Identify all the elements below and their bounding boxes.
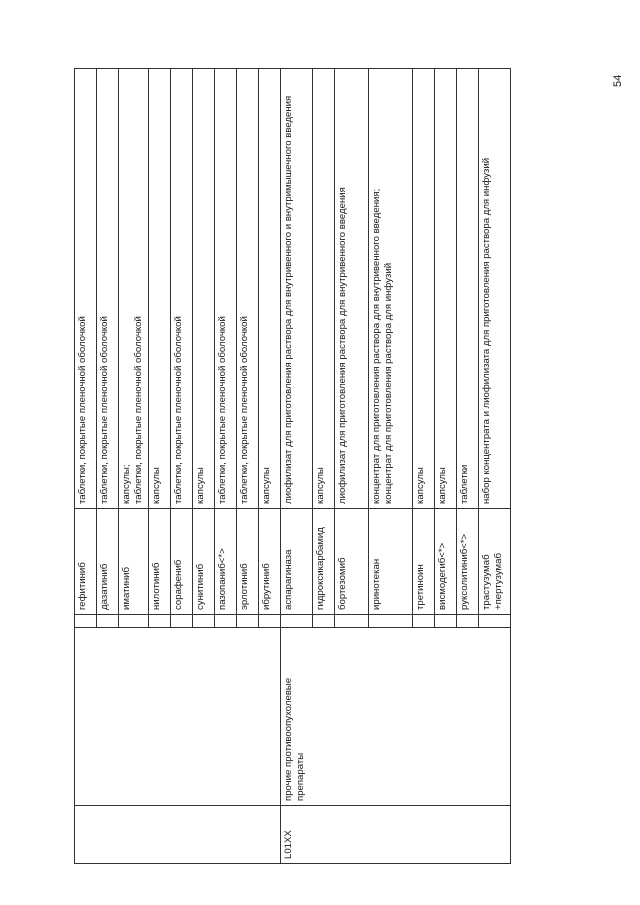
dosage-form-cell xyxy=(237,69,259,509)
drug-name-cell: эрлотиниб xyxy=(237,509,259,615)
spacer-cell xyxy=(369,615,413,628)
dosage-form-line: капсулы xyxy=(195,467,206,504)
spacer-cell xyxy=(215,615,237,628)
dosage-form-line: таблетки, покрытые пленочной оболочкой xyxy=(239,316,250,504)
dosage-form-line: капсулы xyxy=(261,467,272,504)
drug-name-cell: висмодегиб<*> xyxy=(435,509,457,615)
dosage-form-line: лиофилизат для приготовления раствора для внутривенного и внутримышечного введения xyxy=(283,95,294,504)
drug-name-cell: аспарагиназа xyxy=(281,509,313,615)
dosage-form-cell xyxy=(369,69,413,509)
dosage-form-line: концентрат для приготовления раствора для внутривенного введения; xyxy=(371,188,382,504)
dosage-form-cell xyxy=(215,69,237,509)
table-row xyxy=(75,69,97,864)
dosage-form-cell xyxy=(171,69,193,509)
dosage-form-line: капсулы; xyxy=(121,464,132,504)
spacer-cell xyxy=(149,615,171,628)
spacer-cell xyxy=(193,615,215,628)
drug-name-cell: ибрутиниб xyxy=(259,509,281,615)
dosage-form-line: набор концентрата и лиофилизата для приготовления раствора для инфузий xyxy=(481,157,492,504)
drug-name-cell: сунитиниб xyxy=(193,509,215,615)
atc-code-cell: L01XX xyxy=(281,806,511,864)
spacer-cell xyxy=(281,615,313,628)
dosage-form-cell xyxy=(75,69,97,509)
atc-code-cell-empty xyxy=(75,806,281,864)
group-name-cell-empty xyxy=(75,628,281,806)
spacer-cell xyxy=(237,615,259,628)
dosage-form-line: таблетки, покрытые пленочной оболочкой xyxy=(99,316,110,504)
dosage-form-cell xyxy=(457,69,479,509)
drug-name-cell: руксолитиниб<*> xyxy=(457,509,479,615)
drug-name-cell: бортезомиб xyxy=(335,509,369,615)
drug-name-cell: нилотиниб xyxy=(149,509,171,615)
dosage-form-cell xyxy=(479,69,511,509)
drug-name-cell: третиноин xyxy=(413,509,435,615)
spacer-cell xyxy=(413,615,435,628)
dosage-form-cell xyxy=(313,69,335,509)
dosage-form-cell xyxy=(119,69,149,509)
drug-name-cell: иринотекан xyxy=(369,509,413,615)
dosage-form-cell xyxy=(413,69,435,509)
dosage-form-cell xyxy=(335,69,369,509)
spacer-cell xyxy=(259,615,281,628)
dosage-form-line: капсулы xyxy=(437,467,448,504)
spacer-cell xyxy=(479,615,511,628)
dosage-form-line: таблетки xyxy=(459,464,470,504)
dosage-form-cell xyxy=(97,69,119,509)
dosage-form-line: капсулы xyxy=(315,467,326,504)
spacer-cell xyxy=(335,615,369,628)
drug-name-cell: пазопаниб<*> xyxy=(215,509,237,615)
medication-table xyxy=(74,68,511,864)
spacer-cell xyxy=(313,615,335,628)
dosage-form-line: концентрат для приготовления раствора для инфузий xyxy=(382,262,394,504)
dosage-form-cell xyxy=(193,69,215,509)
spacer-cell xyxy=(75,615,97,628)
table-row xyxy=(281,69,313,864)
drug-name-cell: гефитиниб xyxy=(75,509,97,615)
spacer-cell xyxy=(97,615,119,628)
medication-table-body xyxy=(75,69,511,864)
drug-name-cell: иматиниб xyxy=(119,509,149,615)
dosage-form-cell xyxy=(281,69,313,509)
dosage-form-cell xyxy=(259,69,281,509)
dosage-form-line: капсулы xyxy=(151,467,162,504)
spacer-cell xyxy=(435,615,457,628)
dosage-form-line: таблетки, покрытые пленочной оболочкой xyxy=(132,316,144,504)
drug-name-cell: трастузумаб +пертузумаб xyxy=(479,509,511,615)
drug-name-cell: гидроксикарбамид xyxy=(313,509,335,615)
drug-name-cell: сорафениб xyxy=(171,509,193,615)
spacer-cell xyxy=(119,615,149,628)
dosage-form-line: таблетки, покрытые пленочной оболочкой xyxy=(217,316,228,504)
spacer-cell xyxy=(171,615,193,628)
dosage-form-line: таблетки, покрытые пленочной оболочкой xyxy=(77,316,88,504)
dosage-form-line: лиофилизат для приготовления раствора для внутривенного введения xyxy=(337,187,348,504)
dosage-form-cell xyxy=(435,69,457,509)
spacer-cell xyxy=(457,615,479,628)
dosage-form-cell xyxy=(149,69,171,509)
page-number: 54 xyxy=(612,74,624,87)
group-name-cell: прочие противоопухолевые препараты xyxy=(281,628,511,806)
dosage-form-line: таблетки, покрытые пленочной оболочкой xyxy=(173,316,184,504)
dosage-form-line: капсулы xyxy=(415,467,426,504)
drug-name-cell: дазатиниб xyxy=(97,509,119,615)
